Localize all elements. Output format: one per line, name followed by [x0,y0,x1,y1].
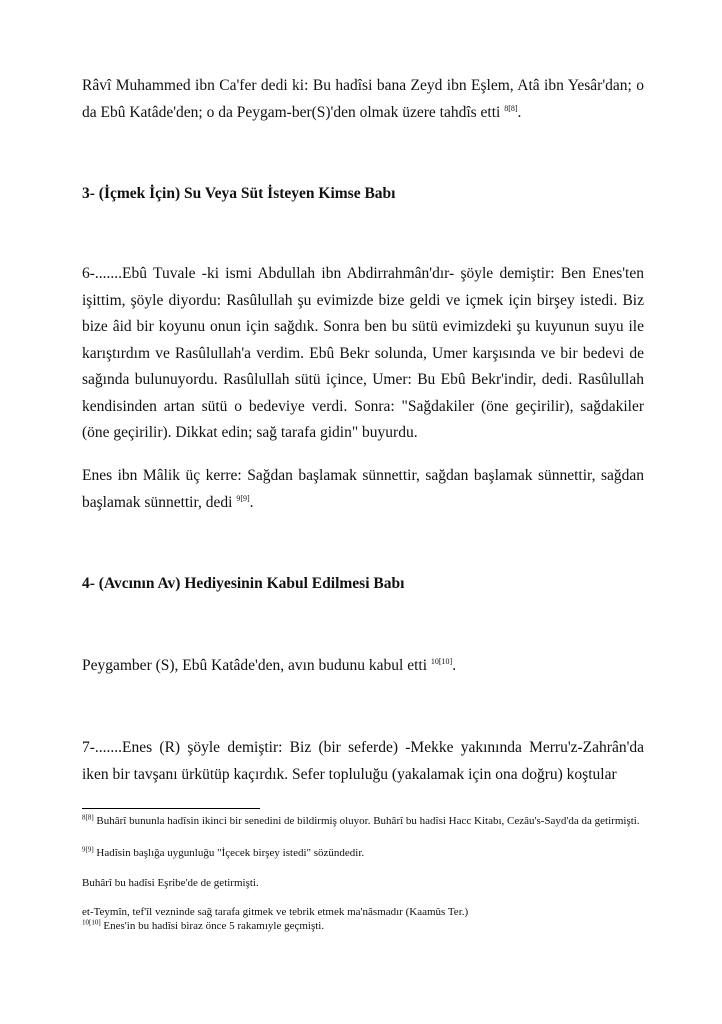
paragraph-1 [82,73,644,126]
footnote-text: Buhârî bu hadîsi Eşribe'de de getirmişti. [82,877,259,889]
paragraph-text: 6-.......Ebû Tuvale -ki ismi Abdullah ibn Abdirrahmân'dır- şöyle demiştir: Ben Enes'ten işittim, şöyle diyordu: Rasûlullah şu evimizde bize geldi ve içmek için birşey istedi. Biz bize âid bir koyunu onun için sağdık. Sonra ben bu sütü evimizdeki şu kuyunun suyu ile karıştırdım ve Rasûlullah'a verdim. Ebû Bekr solunda, Umer karşısında ve bir bedevi de sağında bulunuyordu. Rasûlullah sütü içince, Umer: Bu Ebû Bekr'indir, dedi. Rasûlullah kendisinden artan sütü o bedeviye verdi. Sonra: "Sağdakiler (öne geçirilir), sağdakiler (öne geçirilir). Dikkat edin; sağ tarafa gidin" buyurdu. [82,265,644,441]
heading-text: 4- (Avcının Av) Hediyesinin Kabul Edilmesi Babı [82,575,405,592]
section-heading-3 [82,181,644,207]
footnote-divider [82,808,260,809]
paragraph-enes [82,463,644,516]
footnote-text: Enes'in bu hadîsi biraz önce 5 rakamıyle geçmişti. [100,920,325,932]
paragraph-text: Râvî Muhammed ibn Ca'fer dedi ki: Bu hadîsi bana Zeyd ibn Eşlem, Atâ ibn Yesâr'dan; o da Ebû Katâde'den; o da Peygam-ber(S)'den olmak üzere tahdîs etti [82,77,644,121]
footnote-9-note-1 [82,876,644,891]
paragraph-text: Peygamber (S), Ebû Katâde'den, avın budunu kabul etti [82,657,431,674]
paragraph-hadith-7 [82,735,644,788]
paragraph-end: . [249,493,254,511]
footnote-text: Buhârî bununla hadîsin ikinci bir senedini de bildirmiş oluyor. Buhârî bu hadîsi Hacc Kitabı, Cezâu's-Sayd'da da getirmişti. [93,815,640,827]
paragraph-text: Enes ibn Mâlik üç kerre: Sağdan başlamak sünnettir, sağdan başlamak sünnettir, sağdan başlamak sünnettir, dedi [82,467,644,511]
footnote-ref-9[interactable]: 9[9] [236,493,250,503]
footnote-mark: 10[10] [82,918,101,927]
paragraph-end: . [452,657,457,674]
footnote-10 [82,919,644,934]
section-heading-4 [82,571,644,597]
footnote-8 [82,814,644,829]
paragraph-end: . [517,103,522,121]
paragraph-hadith-6 [82,261,644,447]
footnote-text: et-Teymîn, tef'îl vezninde sağ tarafa gitmek ve tebrik etmek ma'nâsmadır (Kaamûs Ter.) [82,906,469,918]
footnote-9-note-2 [82,905,644,920]
footnote-ref-8[interactable]: 8[8] [504,103,518,113]
footnote-ref-10[interactable]: 10[10] [430,656,453,666]
footnote-9 [82,846,644,861]
footnote-mark: 9[9] [82,845,94,854]
heading-text: 3- (İçmek İçin) Su Veya Süt İsteyen Kimse Babı [82,185,396,202]
paragraph-text: 7-.......Enes (R) şöyle demiştir: Biz (bir seferde) -Mekke yakınında Merru'z-Zahrân'da iken bir tavşanı ürkütüp kaçırdık. Sefer topluluğu (yakalamak için ona doğru) koştular [82,739,644,783]
footnote-text: Hadîsin başlığa uygunluğu "İçecek birşey istedi" sözündedir. [93,847,365,859]
paragraph-peygamber [82,653,644,680]
footnote-mark: 8[8] [82,813,94,822]
